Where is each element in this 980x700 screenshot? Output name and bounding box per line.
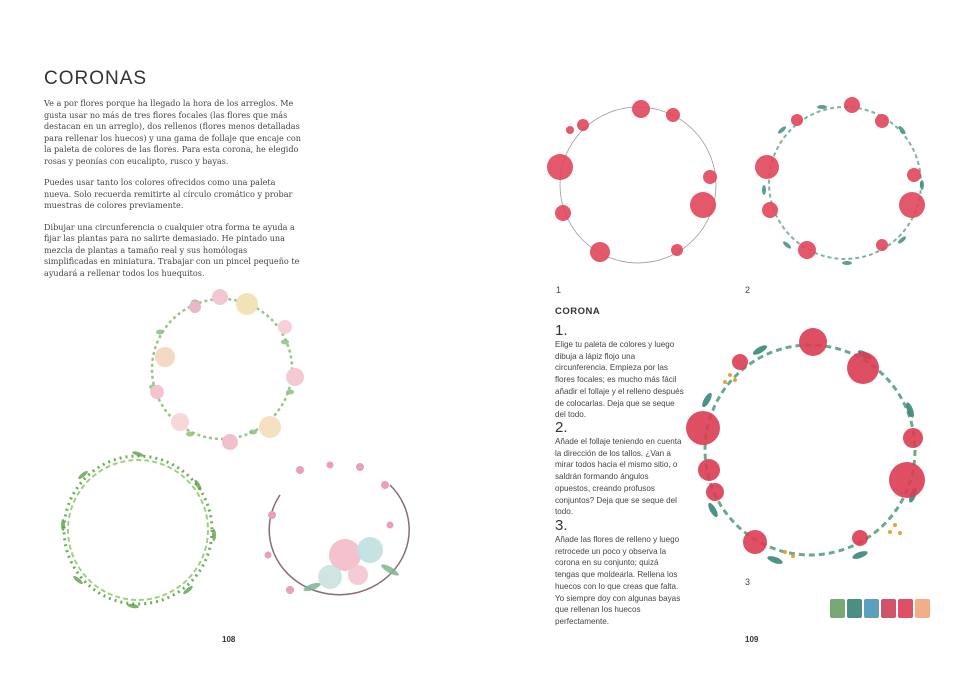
blossom-wreath <box>250 455 420 615</box>
step-number: 1. <box>555 322 568 339</box>
figure-label-3: 3 <box>745 577 751 587</box>
step-text: Elige tu paleta de colores y luego dibuja a lápiz flojo una circunferencia. Empieza por las flores focales; es mucho más fácil añadir el follaje y el relleno después de colocarlas. Deja que se seque del todo. <box>555 340 684 420</box>
intro-paragraph-1: Ve a por flores porque ha llegado la hora de los arreglos. Me gusta usar no más de tres flores focales (las flores que más destacan en un arreglo), dos rellenos (flores menos detalladas para rellenar los huecos) y una gama de follaje que encaje con la paleta de colores de las flores. Para esta corona, he elegido rosas y peonías con eucalipto, rusco y bayas. <box>44 98 302 166</box>
wreath-step-2 <box>752 95 937 275</box>
swatch-teal <box>847 599 862 618</box>
pastel-flower-wreath <box>135 282 310 457</box>
swatch-peach <box>915 599 930 618</box>
figure-label-2: 2 <box>745 285 751 295</box>
swatch-crimson <box>881 599 896 618</box>
steps-title: CORONA <box>555 306 601 317</box>
step-number: 2. <box>555 419 568 436</box>
color-palette <box>830 599 930 618</box>
step-2 <box>555 420 685 518</box>
wreath-step-3 <box>685 320 935 580</box>
intro-paragraph-2: Puedes usar tanto los colores ofrecidos como una paleta nueva. Solo recuerda remitirte al círculo cromático y probar muestras de colores previamente. <box>44 177 293 210</box>
figure-label-1: 1 <box>556 285 562 295</box>
step-text: Añade las flores de relleno y luego retrocede un poco y observa la corona en su conjunto; quizá tengas que moldearla. Rellena los huecos con lo que creas que falta. Yo siempre doy con algunas bayas que rellenan los huecos perfectamente. <box>555 535 681 626</box>
right-page <box>490 0 980 700</box>
page-title: CORONAS <box>44 68 148 89</box>
step-3 <box>555 518 685 628</box>
wreath-step-1 <box>545 95 730 275</box>
green-leaf-wreath <box>48 440 228 620</box>
page-number-right: 109 <box>745 635 759 644</box>
intro-paragraph-3: Dibujar una circunferencia o cualquier otra forma te ayuda a fijar las plantas para no salirte demasiado. He pintado una mezcla de plantas a tamaño real y sus homólogas simplificadas en miniatura. Trabajar con un pincel pequeño te ayudará a rellenar todos los huequitos. <box>44 221 300 278</box>
swatch-red <box>898 599 913 618</box>
step-1 <box>555 323 685 421</box>
page-number-left: 108 <box>222 635 236 644</box>
step-text: Añade el follaje teniendo en cuenta la dirección de los tallos. ¿Van a mirar todos hacia el mismo sitio, o saldrán formando ángulos opuestos, creando profusos conjuntos? Deja que se seque del todo. <box>555 437 682 517</box>
intro-text <box>44 98 302 289</box>
step-number: 3. <box>555 517 568 534</box>
swatch-blue <box>864 599 879 618</box>
swatch-green <box>830 599 845 618</box>
